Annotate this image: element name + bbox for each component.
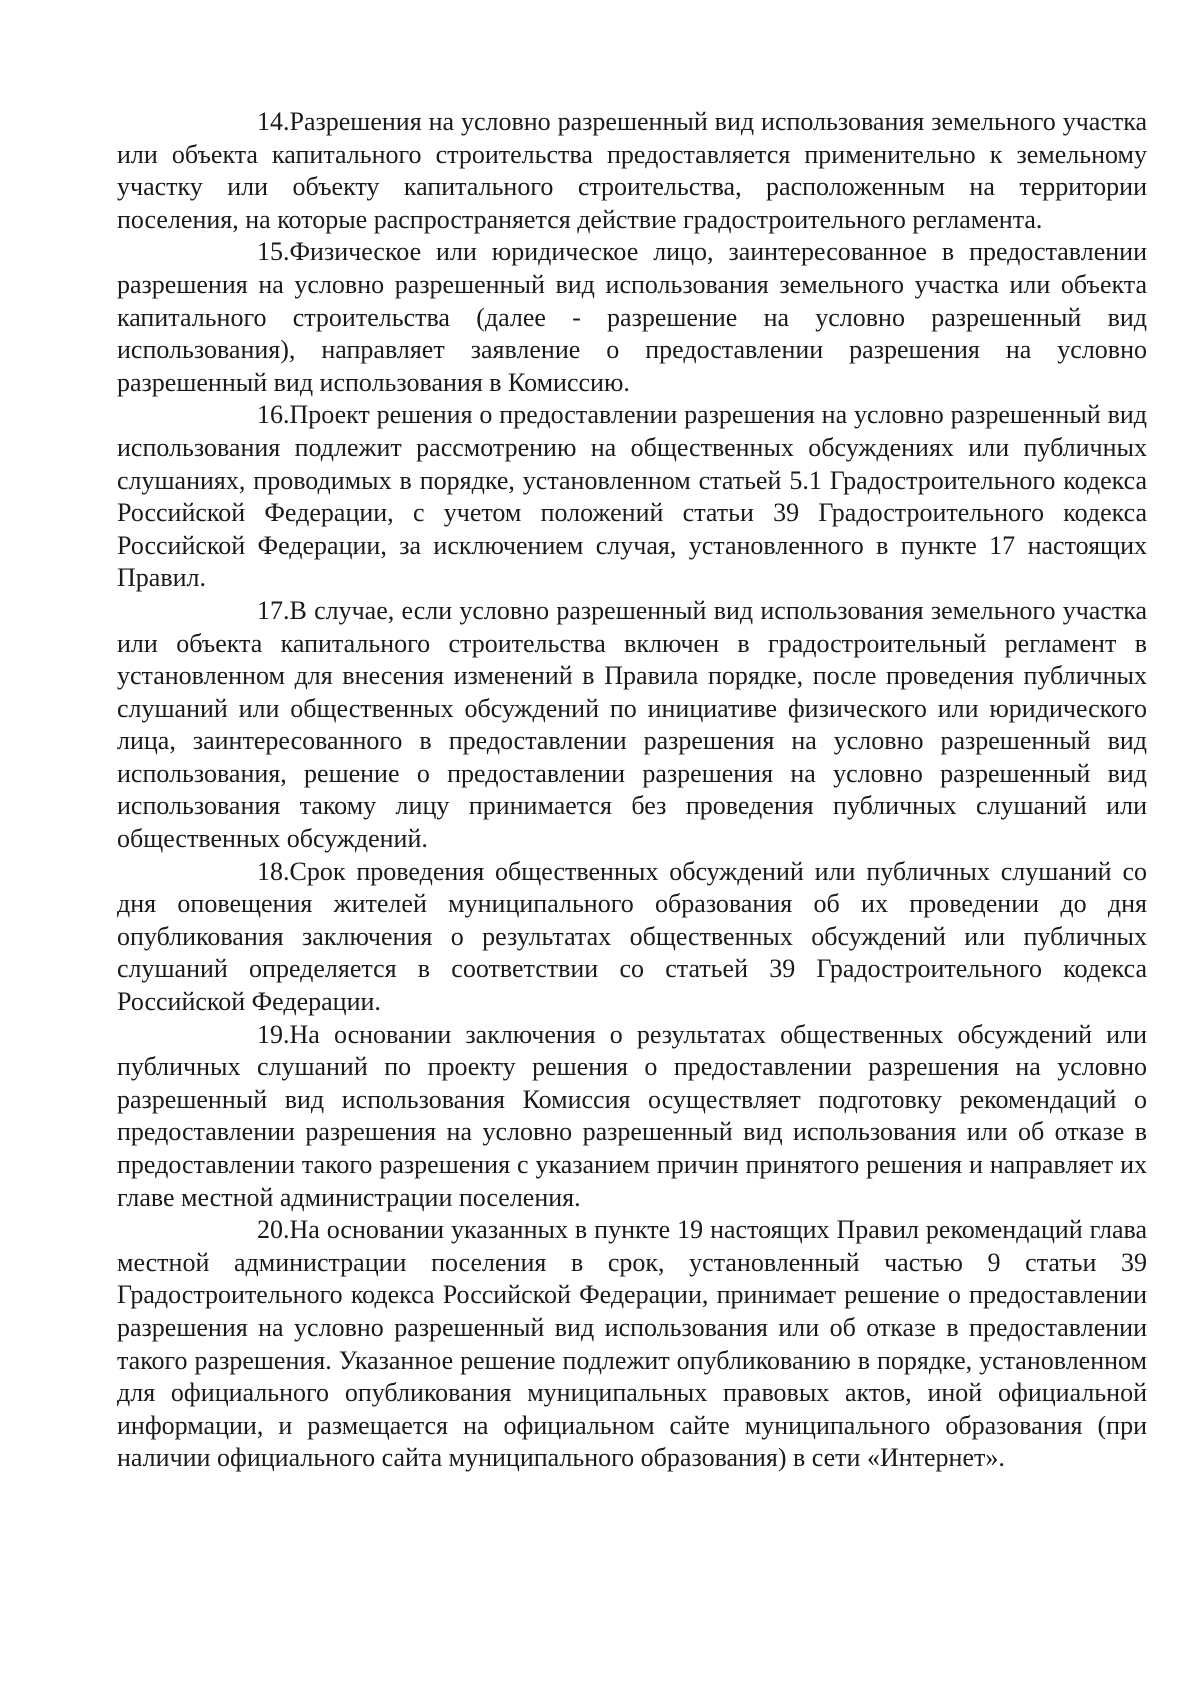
paragraph-14 (117, 106, 1147, 236)
paragraph-number: 20. (257, 1215, 290, 1245)
paragraph-number: 18. (257, 856, 290, 886)
paragraph-number: 17. (257, 595, 290, 625)
paragraph-text: Физическое или юридическое лицо, заинтересованное в предоставлении разрешения на условно разрешенный вид использования земельного участка или объекта капитального строительства (далее - разрешение на условно разрешенный вид использования), направляет заявление о предоставлении разрешения на условно разрешенный вид использования в Комиссию. (117, 237, 1147, 397)
paragraph-text: На основании указанных в пункте 19 настоящих Правил рекомендаций глава местной администрации поселения в срок, установленный частью 9 статьи 39 Градостроительного кодекса Российской Федерации, принимает решение о предоставлении разрешения на условно разрешенный вид использования или об отказе в предоставлении такого разрешения. Указанное решение подлежит опубликованию в порядке, установленном для официального опубликования муниципальных правовых актов, иной официальной информации, и размещается на официальном сайте муниципального образования (при наличии официального сайта муниципального образования) в сети «Интернет». (117, 1215, 1147, 1473)
paragraph-15 (117, 236, 1147, 399)
paragraph-18 (117, 856, 1147, 1019)
paragraph-number: 14. (257, 107, 290, 136)
paragraph-number: 16. (257, 400, 290, 430)
paragraph-number: 19. (257, 1019, 290, 1049)
paragraph-16 (117, 399, 1147, 595)
paragraph-text: Разрешения на условно разрешенный вид использования земельного участка или объекта капитального строительства предоставляется применительно к земельному участку или объекту капитального строительства, расположенным на территории поселения, на которые распространяется действие градостроительного регламента. (117, 107, 1147, 234)
paragraph-20 (117, 1214, 1147, 1475)
paragraph-number: 15. (257, 237, 290, 267)
paragraph-text: Проект решения о предоставлении разрешения на условно разрешенный вид использования подлежит рассмотрению на общественных обсуждениях или публичных слушаниях, проводимых в порядке, установленном статьей 5.1 Градостроительного кодекса Российской Федерации, с учетом положений статьи 39 Градостроительного кодекса Российской Федерации, за исключением случая, установленного в пункте 17 настоящих Правил. (117, 400, 1147, 593)
paragraph-text: В случае, если условно разрешенный вид использования земельного участка или объекта капитального строительства включен в градостроительный регламент в установленном для внесения изменений в Правила порядке, после проведения публичных слушаний или общественных обсуждений по инициативе физического или юридического лица, заинтересованного в предоставлении разрешения на условно разрешенный вид использования, решение о предоставлении разрешения на условно разрешенный вид использования такому лицу принимается без проведения публичных слушаний или общественных обсуждений. (117, 595, 1147, 854)
paragraph-17 (117, 595, 1147, 856)
paragraph-19 (117, 1019, 1147, 1215)
paragraph-text: На основании заключения о результатах общественных обсуждений или публичных слушаний по проекту решения о предоставлении разрешения на условно разрешенный вид использования Комиссия осуществляет подготовку рекомендаций о предоставлении разрешения на условно разрешенный вид использования или об отказе в предоставлении такого разрешения с указанием причин принятого решения и направляет их главе местной администрации поселения. (117, 1019, 1147, 1212)
document-page (117, 106, 1147, 1475)
paragraph-text: Срок проведения общественных обсуждений или публичных слушаний со дня оповещения жителей муниципального образования об их проведении до дня опубликования заключения о результатах общественных обсуждений или публичных слушаний определяется в соответствии со статьей 39 Градостроительного кодекса Российской Федерации. (117, 856, 1147, 1017)
